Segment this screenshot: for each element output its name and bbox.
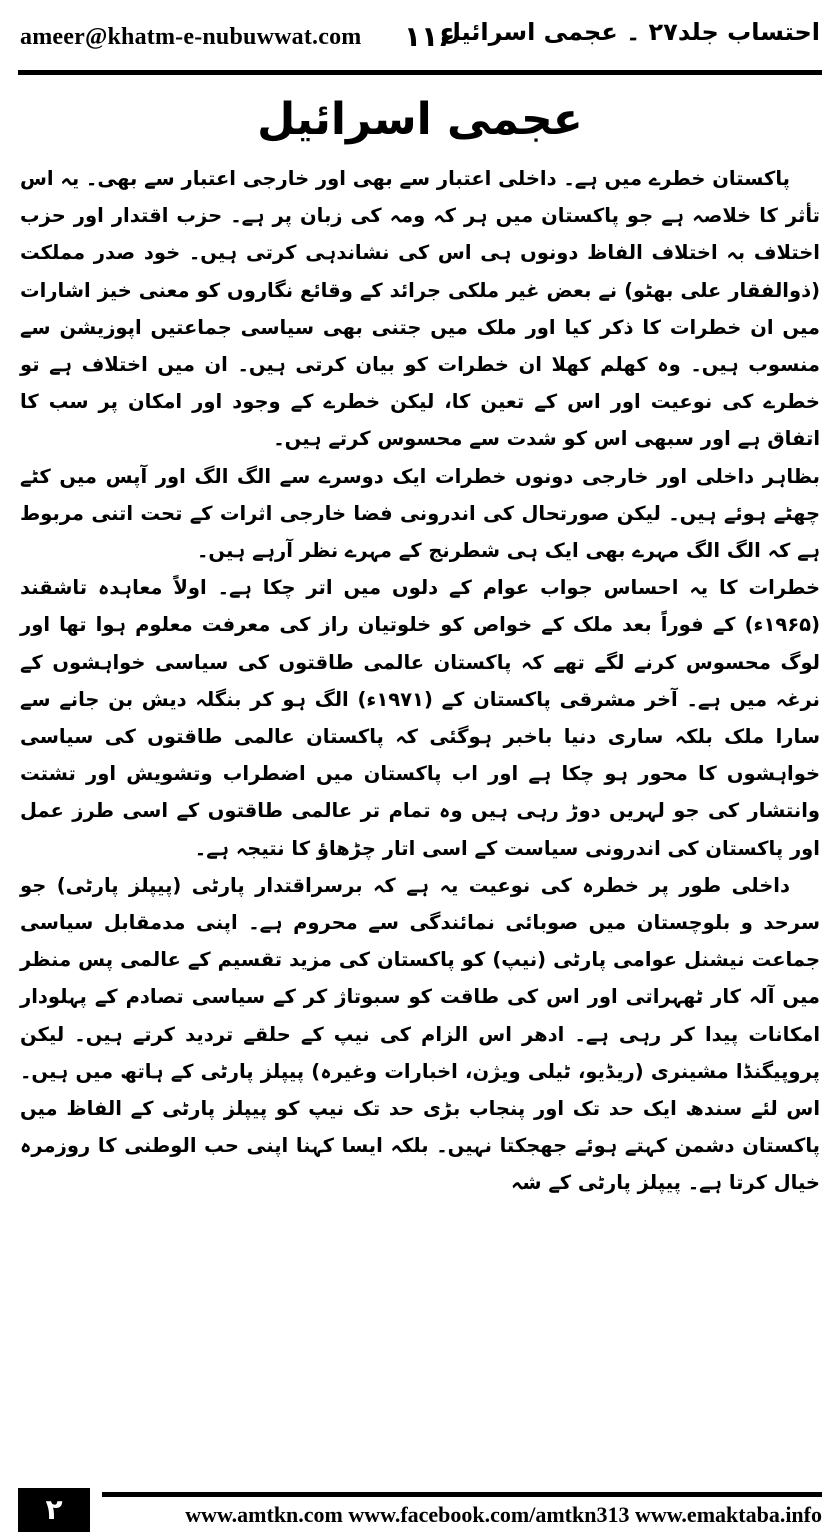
page-footer: [18, 1488, 822, 1532]
page-header: [16, 18, 824, 62]
footer-links: www.amtkn.com www.facebook.com/amtkn313 www.emaktaba.info: [185, 1502, 822, 1527]
paragraph-2: بظاہر داخلی اور خارجی دونوں خطرات ایک دوسرے سے الگ الگ اور آپس میں کٹے چھٹے ہوئے ہیں۔ لیکن صورتحال کی اندرونی فضا خارجی اثرات کے تحت اتنی مربوط ہے کہ الگ الگ مہرے بھی ایک ہی شطرنج کے مہرے نظر آرہے ہیں۔: [20, 464, 820, 563]
header-page-number: ۱۱۶: [404, 20, 456, 53]
header-running-title: احتساب جلد۲۷ ۔ عجمی اسرائیل: [440, 18, 820, 46]
footer-divider: [102, 1492, 822, 1497]
footer-page-number: ۲: [18, 1488, 90, 1532]
paragraph-1: پاکستان خطرے میں ہے۔ داخلی اعتبار سے بھی اور خارجی اعتبار سے بھی۔ یہ اس تأثر کا خلاصہ ہے جو پاکستان میں ہر کہ ومہ کی زبان پر ہے۔ حزب اقتدار اور حزب اختلاف بہ اختلاف الفاظ دونوں ہی اس کی نشاندہی کرتی ہیں۔ خود صدر مملکت (ذوالفقار علی بھٹو) نے بعض غیر ملکی جرائد کے وقائع نگاروں کو معنی خیز اشارات میں ان خطرات کا ذکر کیا اور ملک میں جتنی بھی سیاسی جماعتیں اپوزیشن سے منسوب ہیں۔ وہ کھلم کھلا ان خطرات کو بیان کرتی ہیں۔ ان میں اختلاف ہے تو خطرے کی نوعیت اور اس کے تعین کا، لیکن خطرے کے وجود اور امکان پر سب کا اتفاق ہے اور سبھی اس کو شدت سے محسوس کرتے ہیں۔: [20, 167, 820, 451]
header-email: ameer@khatm-e-nubuwwat.com: [20, 24, 362, 50]
article-body: [20, 160, 820, 1202]
paragraph-3: خطرات کا یہ احساس جواب عوام کے دلوں میں اتر چکا ہے۔ اولاً معاہدہ تاشقند (۱۹۶۵ء) کے فوراً بعد ملک کے خواص کو خلوتیان راز کی معرفت معلوم ہوا تھا اور لوگ محسوس کرنے لگے تھے کہ پاکستان عالمی طاقتوں کی سیاسی خواہشوں کے نرغہ میں ہے۔ آخر مشرقی پاکستان کے (۱۹۷۱ء) الگ ہو کر بنگلہ دیش بن جانے سے سارا ملک بلکہ ساری دنیا باخبر ہوگئی کہ پاکستان عالمی طاقتوں کی سیاسی خواہشوں کا محور ہو چکا ہے اور اب پاکستان میں اضطراب وتشویش اور تشتت وانتشار کی جو لہریں دوڑ رہی ہیں وہ تمام تر عالمی طاقتوں کے اسی طرز عمل اور پاکستان کی اندرونی سیاست کے اسی اتار چڑھاؤ کا نتیجہ ہے۔: [20, 576, 820, 860]
chapter-title: عجمی اسرائیل: [257, 94, 583, 145]
paragraph-4: داخلی طور پر خطرہ کی نوعیت یہ ہے کہ برسراقتدار پارٹی (پیپلز پارٹی) جو سرحد و بلوچستان میں صوبائی نمائندگی سے محروم ہے۔ اپنی مدمقابل سیاسی جماعت نیشنل عوامی پارٹی (نیپ) کو پاکستان کی مزید تقسیم کے عالمی پس منظر میں آلہ کار ٹھہراتی اور اس کی طاقت کو سبوتاژ کر کے سیاسی تصادم کے پہلودار امکانات پیدا کر رہی ہے۔ ادھر اس الزام کی نیپ کے حلقے تردید کرتے ہیں۔ لیکن پروپیگنڈا مشینری (ریڈیو، ٹیلی ویژن، اخبارات وغیرہ) پیپلز پارٹی کے ہاتھ میں ہیں۔ اس لئے سندھ ایک حد تک اور پنجاب بڑی حد تک نیپ کو پیپلز پارٹی کے الفاظ میں پاکستان دشمن کہتے ہوئے جھجکتا نہیں۔ بلکہ ایسا کہنا اپنی حب الوطنی کا روزمرہ خیال کرتا ہے۔ پیپلز پارٹی کے شہ: [20, 873, 820, 1195]
header-divider: [18, 70, 822, 75]
